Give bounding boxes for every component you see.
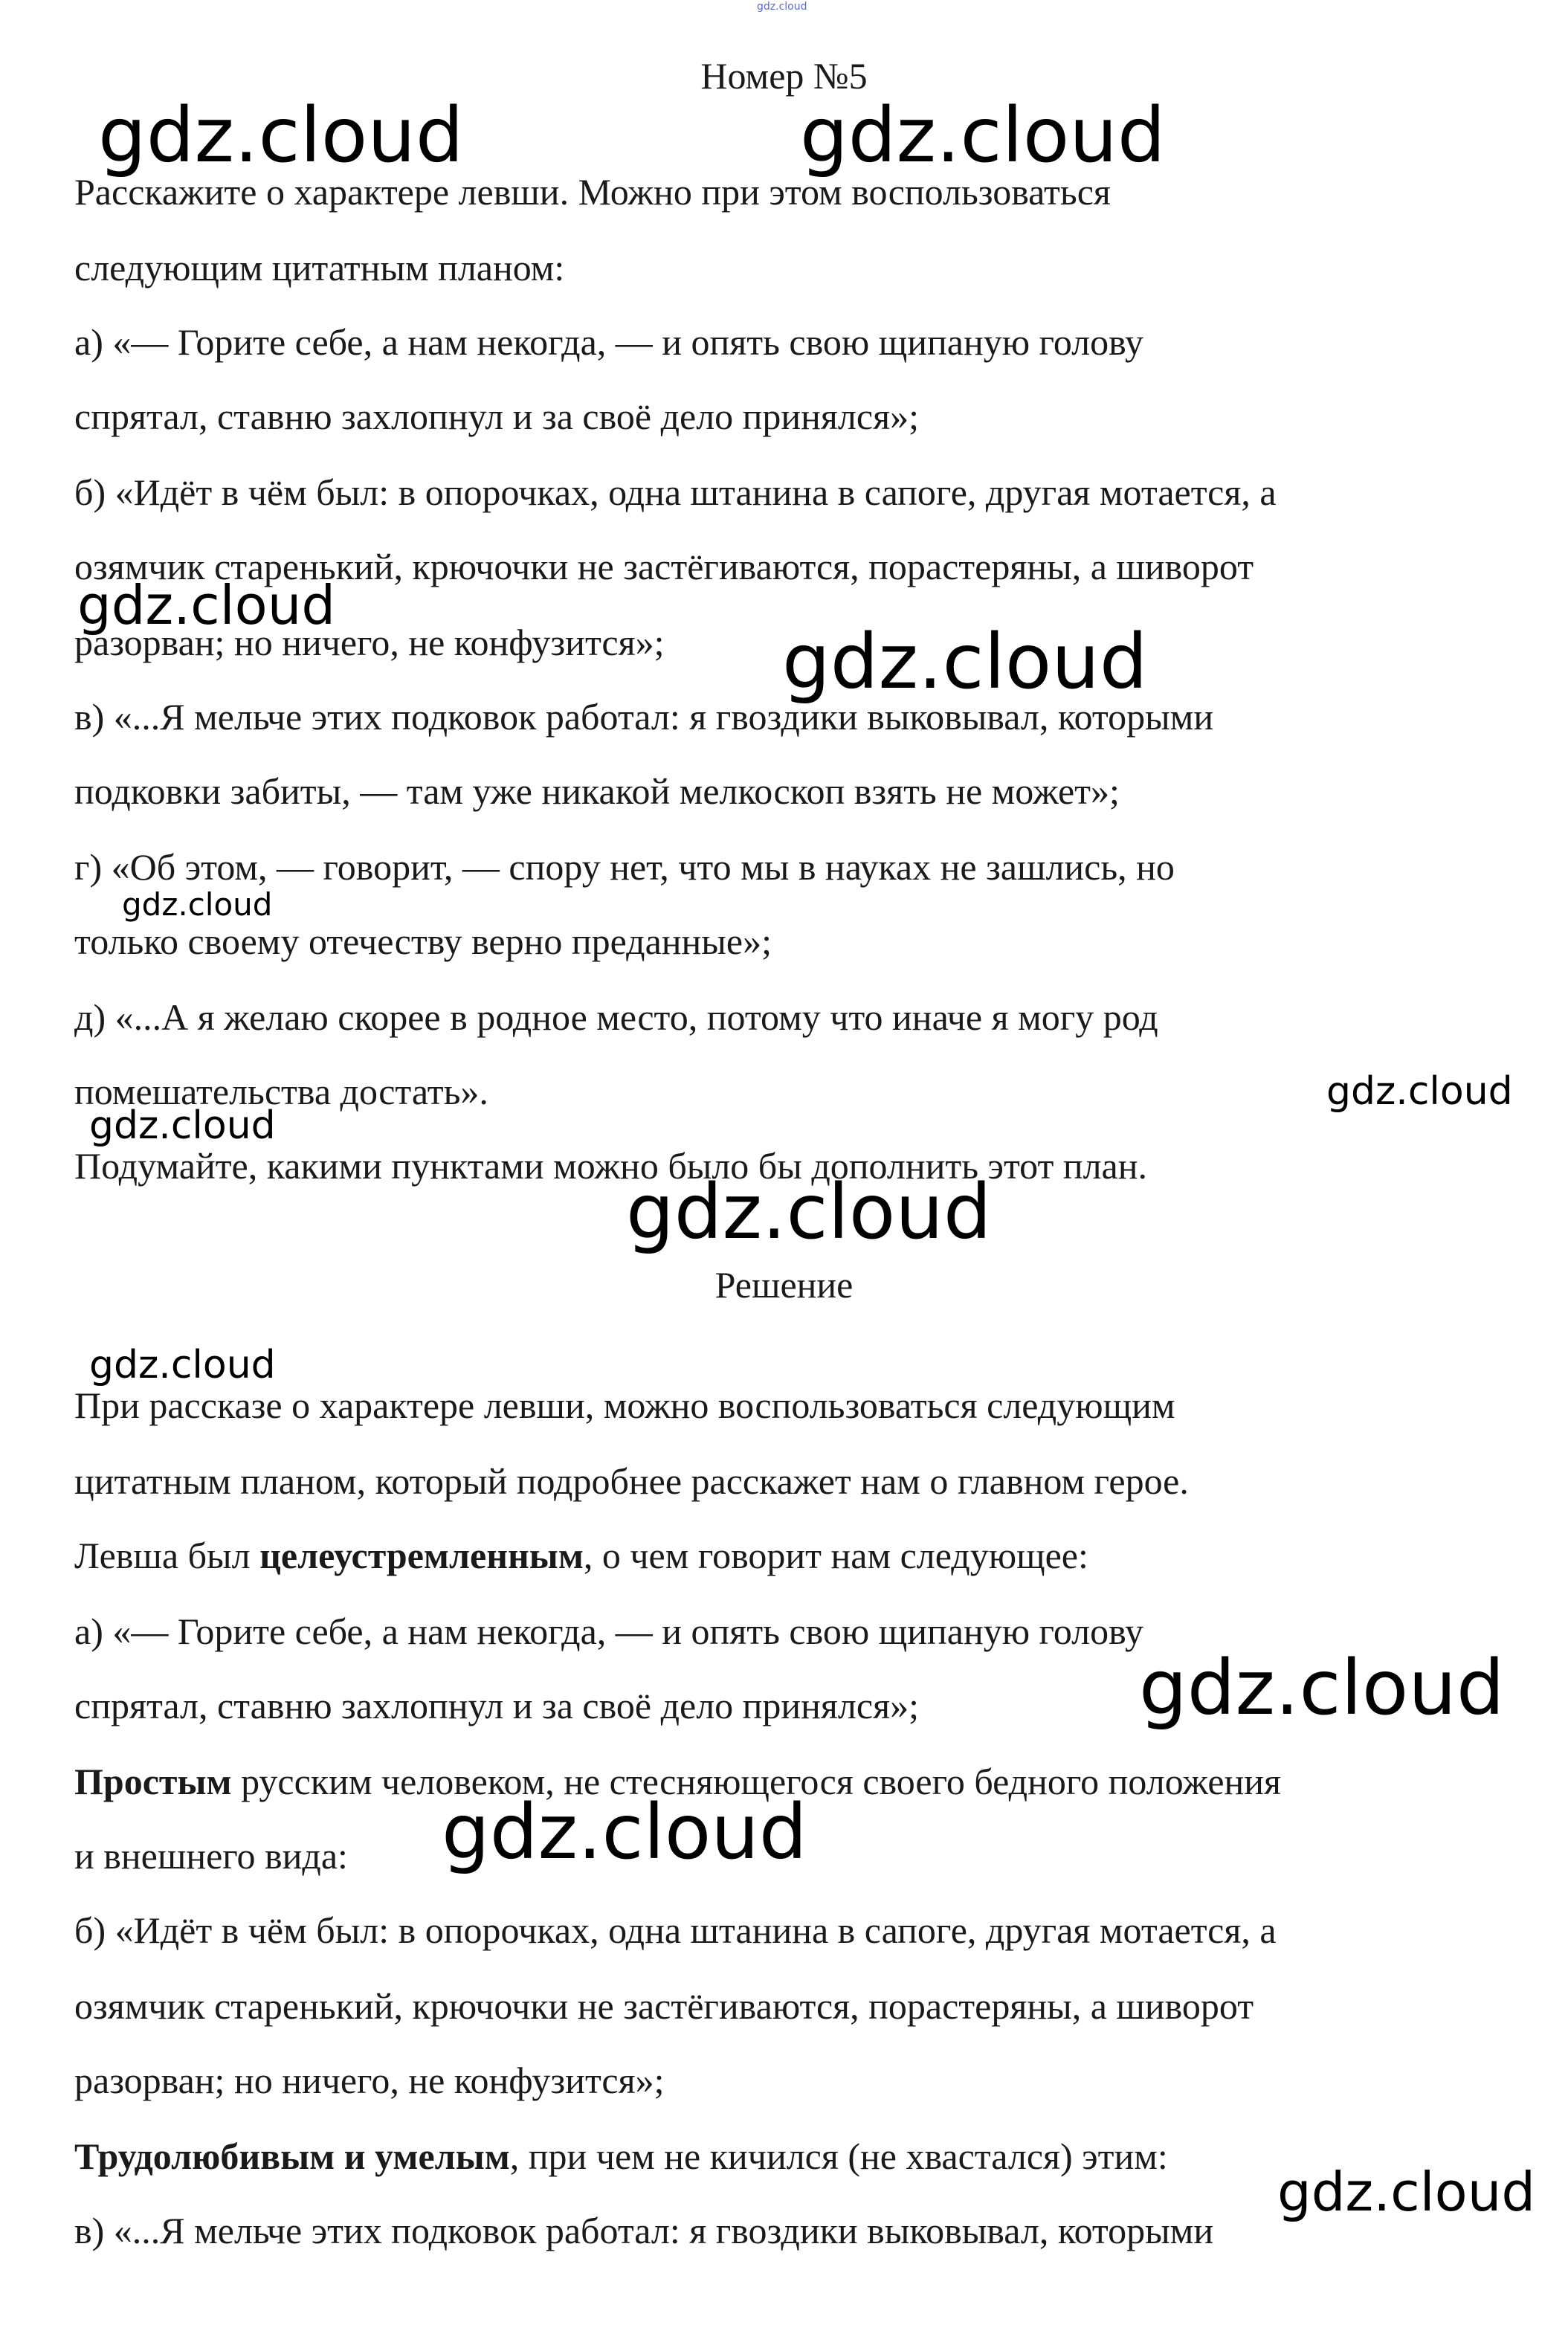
- bold-term: Простым: [74, 1761, 232, 1802]
- text-segment: , при чем не кичился (не хвастался) этим:: [509, 2135, 1168, 2177]
- bold-term: Трудолюбивым и умелым: [74, 2135, 510, 2177]
- task-line: помешательства достать».: [74, 1071, 488, 1112]
- solution-line: а) «— Горите себе, а нам некогда, — и опять свою щипаную голову: [74, 1610, 1144, 1652]
- solution-line: [74, 1533, 1088, 1578]
- watermark: gdz.cloud: [782, 618, 1148, 706]
- solution-line: и внешнего вида:: [74, 1835, 348, 1877]
- task-line: г) «Об этом, — говорит, — спору нет, что мы в науках не зашлись, но: [74, 846, 1175, 888]
- page-title: Номер №5: [700, 55, 868, 97]
- watermark-top: gdz.cloud: [757, 1, 807, 13]
- task-line: следующим цитатным планом:: [74, 247, 565, 288]
- solution-line: в) «...Я мельче этих подковок работал: я гвоздики выковывал, которыми: [74, 2210, 1214, 2251]
- watermark: gdz.cloud: [626, 1168, 992, 1257]
- text-segment: русским человеком, не стесняющегося своего бедного положения: [231, 1761, 1282, 1802]
- task-line: спрятал, ставню захлопнул и за своё дело принялся»;: [74, 396, 919, 437]
- task-line: в) «...Я мельче этих подковок работал: я гвоздики выковывал, которыми: [74, 696, 1214, 738]
- solution-line: При рассказе о характере левши, можно воспользоваться следующим: [74, 1384, 1175, 1426]
- watermark: gdz.cloud: [98, 91, 464, 180]
- watermark: gdz.cloud: [89, 1103, 276, 1148]
- solution-line: [74, 2134, 1168, 2179]
- text-segment: , о чем говорит нам следующее:: [583, 1535, 1088, 1576]
- task-line: только своему отечеству верно преданные»;: [74, 920, 772, 962]
- solution-line: озямчик старенький, крючочки не застёгиваются, порастеряны, а шиворот: [74, 1985, 1254, 2027]
- task-line: Расскажите о характере левши. Можно при этом воспользоваться: [74, 171, 1111, 213]
- bold-term: целеустремленным: [259, 1535, 584, 1576]
- watermark: gdz.cloud: [122, 886, 273, 923]
- task-line: разорван; но ничего, не конфузится»;: [74, 622, 665, 663]
- task-line: а) «— Горите себе, а нам некогда, — и опять свою щипаную голову: [74, 321, 1144, 363]
- watermark: gdz.cloud: [800, 91, 1166, 180]
- solution-line: б) «Идёт в чём был: в опорочках, одна штанина в сапоге, другая мотается, а: [74, 1909, 1277, 1951]
- solution-line: спрятал, ставню захлопнул и за своё дело принялся»;: [74, 1685, 919, 1726]
- task-line: Подумайте, какими пунктами можно было бы дополнить этот план.: [74, 1145, 1147, 1187]
- solution-title: Решение: [714, 1264, 854, 1306]
- watermark: gdz.cloud: [1277, 2161, 1536, 2223]
- watermark: gdz.cloud: [1139, 1644, 1505, 1732]
- solution-line: разорван; но ничего, не конфузится»;: [74, 2060, 665, 2101]
- solution-line: цитатным планом, который подробнее расскажет нам о главном герое.: [74, 1460, 1189, 1502]
- watermark: gdz.cloud: [442, 1788, 807, 1877]
- task-line: д) «...А я желаю скорее в родное место, потому что иначе я могу род: [74, 996, 1158, 1038]
- watermark: gdz.cloud: [89, 1343, 276, 1387]
- text-segment: Левша был: [74, 1535, 260, 1576]
- task-line: подковки забиты, — там уже никакой мелкоскоп взять не может»;: [74, 770, 1120, 812]
- watermark: gdz.cloud: [1326, 1069, 1513, 1114]
- task-line: озямчик старенький, крючочки не застёгиваются, порастеряны, а шиворот: [74, 546, 1254, 587]
- task-line: б) «Идёт в чём был: в опорочках, одна штанина в сапоге, другая мотается, а: [74, 471, 1277, 513]
- watermark: gdz.cloud: [77, 574, 336, 636]
